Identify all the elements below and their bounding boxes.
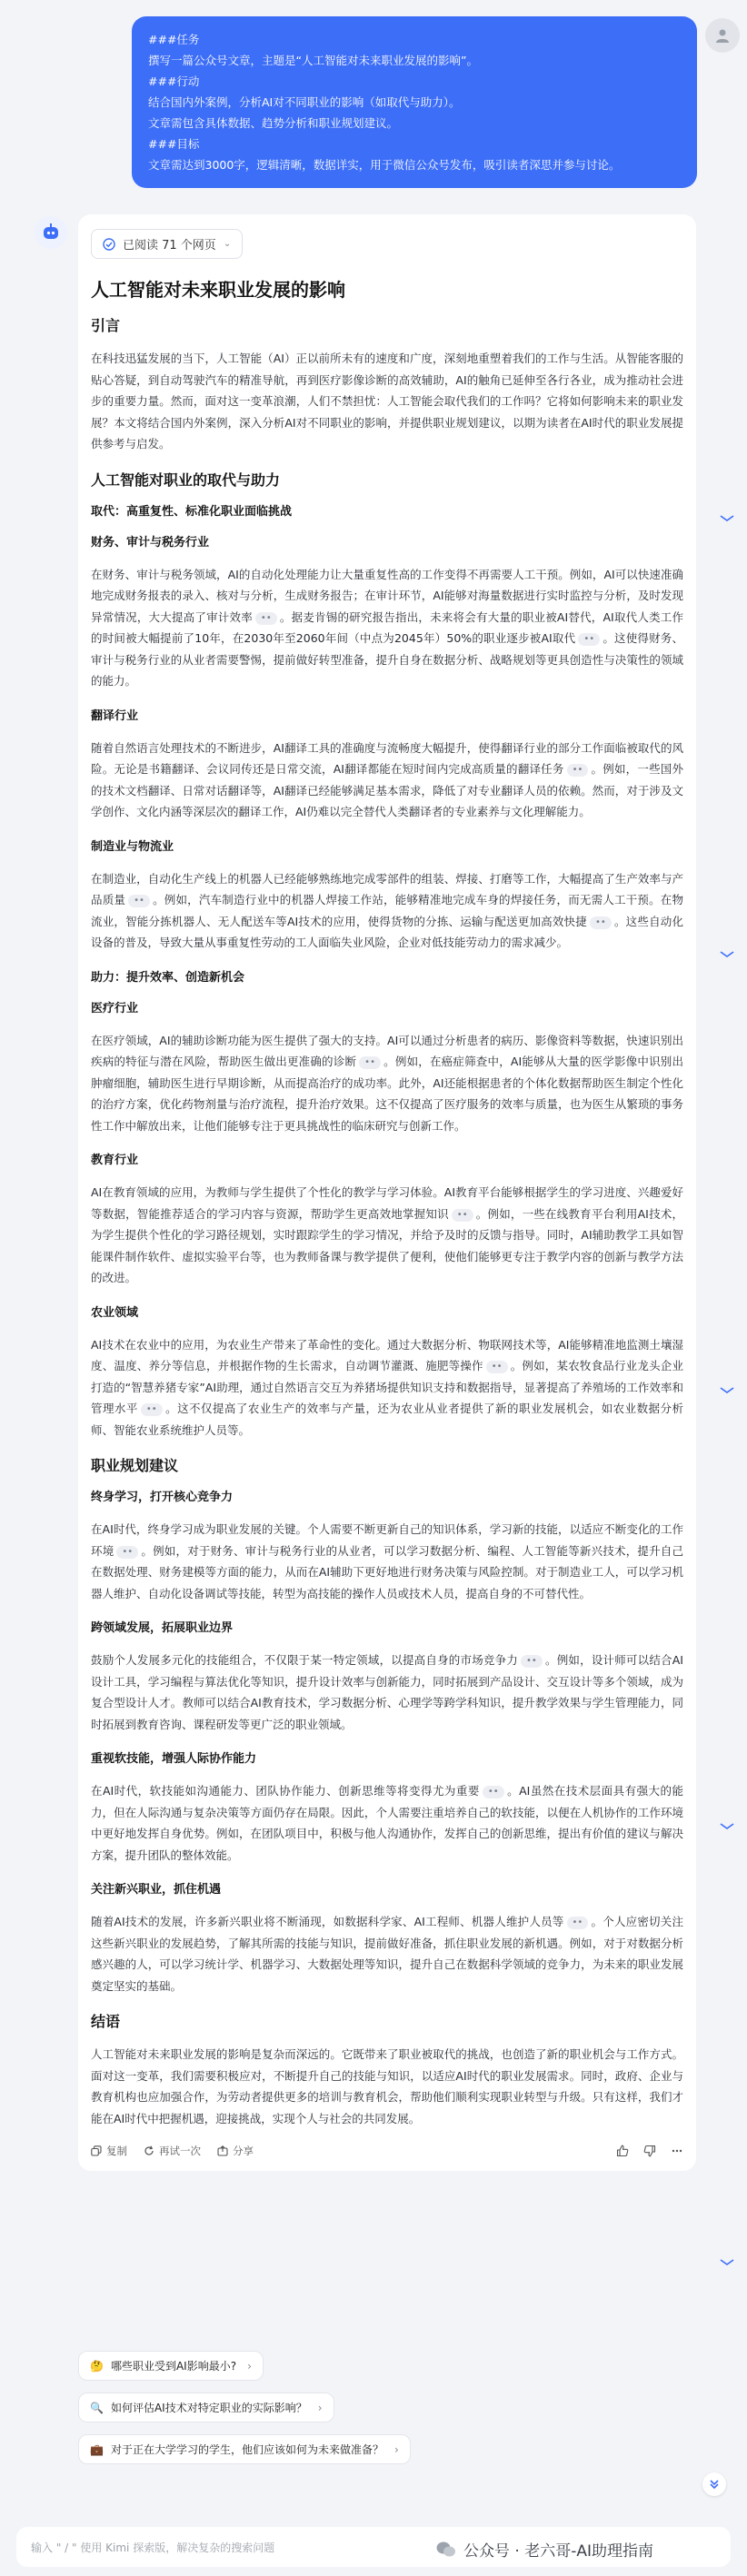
refresh-icon	[144, 2145, 154, 2156]
user-line: 结合国内外案例，分析AI对不同职业的影响（如取代与助力）。	[148, 95, 461, 109]
read-pages-label: 已阅读 71 个网页	[123, 239, 216, 253]
share-icon	[217, 2145, 228, 2156]
paragraph	[91, 738, 683, 823]
topic-heading: 翻译行业	[91, 708, 139, 723]
suggestion-text: 对于正在大学学习的学生，他们应该如何为未来做准备？	[110, 2443, 383, 2456]
article-content	[91, 277, 683, 2129]
text-run: 。例如，设计师可以结合AI设计工具，学习编程与算法优化等知识，提升设计效率与创新能力，同时拓展到产品设计、交互设计等多个领域，成为复合型设计人才。教师可以结合AI教育技术，学习数据分析、心理学等跨学科知识，提升教学效果与学生管理能力，同时拓展到教育咨询、课程研发等更广泛的职业领域。	[91, 1653, 683, 1731]
paragraph: 在科技迅猛发展的当下，人工智能（AI）正以前所未有的速度和广度，深刻地重塑着我们的工作与生活。从智能客服的贴心答疑，到自动驾驶汽车的精准导航，再到医疗影像诊断的高效辅助，AI的触角已延伸至各行各业，成为推动社会进步的重要力量。然而，面对这一变革浪潮，人们不禁担忧：人工智能会取代我们的工作吗？它将如何影响未来的职业发展？本文将结合国内外案例，深入分析AI对不同职业的影响，并提供职业规划建议，以期为读者在AI时代的职业发展提供参考与启发。	[91, 352, 683, 451]
copy-button[interactable]	[91, 2144, 127, 2158]
text-run: 。这些自动化设备的普及，导致大量从事重复性劳动的工人面临失业风险，企业对低技能劳动力的需求减少。	[91, 914, 683, 949]
paragraph	[91, 564, 683, 692]
retry-button[interactable]	[144, 2144, 201, 2158]
subsection-heading: 助力：提升效率、创造新机会	[91, 970, 245, 985]
user-line: ###目标	[148, 137, 200, 151]
text-run: AI在教育领域的应用，为教师与学生提供了个性化的教学与学习体验。AI教育平台能够根据学生的学习进度、兴趣爱好等数据，智能推荐适合的学习内容与资源，帮助学生更高效地掌握知识	[91, 1185, 683, 1221]
topic-heading: 教育行业	[91, 1154, 139, 1167]
text-run: 在制造业，自动化生产线上的机器人已经能够熟练地完成零部件的组装、焊接、打磨等工作，大幅提高了生产效率与产品质量	[91, 871, 683, 907]
paragraph: 人工智能对未来职业发展的影响是复杂而深远的。它既带来了职业被取代的挑战，也创造了新的职业机会与工作方式。面对这一变革，我们需要积极应对，不断提升自己的技能与知识，以适应AI时代的职业发展需求。同时，政府、企业与教育机构也应加强合作，为劳动者提供更多的培训与教育机会，帮助他们顺利实现职业转型与升级。只有这样，我们才能在AI时代中把握机遇，迎接挑战，实现个人与社会的共同发展。	[91, 2047, 683, 2125]
text-run: 在医疗领域，AI的辅助诊断功能为医生提供了强大的支持。AI可以通过分析患者的病历、影像资料等数据，快速识别出疾病的特征与潜在风险，帮助医生做出更准确的诊断	[91, 1033, 683, 1068]
check-circle-icon	[103, 238, 115, 251]
briefcase-emoji-icon: 💼	[90, 2442, 104, 2456]
section-heading: 人工智能对职业的取代与助力	[91, 471, 281, 489]
citation-badge[interactable]: ••	[578, 633, 600, 646]
double-chevron-down-icon	[708, 2478, 721, 2491]
text-run: 。例如，在癌症筛查中，AI能够从大量的医学影像中识别出肿瘤细胞，辅助医生进行早期诊断，从而提高治疗的成功率。此外，AI还能根据患者的个体化数据帮助医生制定个性化的治疗方案，优化药物剂量与治疗流程，提升治疗效果。这不仅提高了医疗服务的效率与质量，也为医生从繁琐的事务性工作中解放出来，让他们能够专注于更具挑战性的临床研究与创新工作。	[91, 1055, 683, 1133]
suggestion-chip[interactable]	[78, 2351, 264, 2381]
arrow-right-icon: ›	[317, 2401, 323, 2414]
topic-heading: 跨领域发展，拓展职业边界	[91, 1621, 234, 1635]
topic-heading: 终身学习，打开核心竞争力	[91, 1491, 234, 1504]
user-message	[132, 16, 697, 188]
assistant-answer	[78, 214, 696, 2171]
section-heading: 职业规划建议	[91, 1457, 179, 1474]
chevron-down-icon: ⌄	[223, 239, 232, 249]
suggestion-chip[interactable]	[78, 2393, 334, 2422]
text-run: 随着AI技术的发展，许多新兴职业将不断涌现，如数据科学家、AI工程师、机器人维护人员等	[91, 1915, 564, 1928]
scroll-to-bottom-button[interactable]	[702, 2472, 726, 2496]
text-run: 。例如，汽车制造行业中的机器人焊接工作站，能够精准地完成车身的焊接任务，而无需人工干预。在物流业，智能分拣机器人、无人配送车等AI技术的应用，使得货物的分拣、运输与配送更加高效快捷	[91, 893, 683, 928]
thinking-emoji-icon: 🤔	[90, 2359, 104, 2373]
section-heading: 引言	[91, 317, 121, 334]
citation-badge[interactable]: ••	[486, 1361, 508, 1373]
thumbs-up-icon[interactable]	[616, 2145, 629, 2157]
answer-actions	[91, 2144, 683, 2158]
robot-icon	[40, 222, 62, 243]
text-run: 。例如，一些在线教育平台利用AI技术，为学生提供个性化的学习路径规划，实时跟踪学生的学习情况，并给予及时的反馈与指导。同时，AI辅助教学工具如智能课件制作软件、虚拟实验平台等，也为教师备课与教学提供了便利，使他们能够更专注于教学内容的创新与教学方法的改进。	[91, 1206, 683, 1284]
citation-badge[interactable]: ••	[567, 1917, 589, 1929]
copy-icon	[91, 2145, 102, 2156]
subsection-heading: 取代：高重复性、标准化职业面临挑战	[91, 504, 293, 519]
rail-marker-icon[interactable]	[718, 949, 736, 960]
more-icon[interactable]	[671, 2145, 683, 2157]
rail-marker-icon[interactable]	[718, 2257, 736, 2268]
retry-label: 再试一次	[159, 2145, 201, 2157]
user-line: 文章需达到3000字，逻辑清晰，数据详实，用于微信公众号发布，吸引读者深思并参与讨论。	[148, 158, 621, 172]
citation-badge[interactable]: ••	[359, 1056, 381, 1069]
kimi-avatar	[35, 216, 67, 249]
text-run: 。例如，对于财务、审计与税务行业的从业者，可以学习数据分析、编程、人工智能等新兴技术，提升自己在数据处理、财务建模等方面的能力，从而在AI辅助下更好地进行财务决策与风险控制。对于制造业工人，可以学习机器人维护、自动化设备调试等技能，转型为高技能的操作人员或技术人员，提高自身的不可替代性。	[91, 1543, 683, 1600]
paragraph	[91, 1030, 683, 1137]
user-line: ###任务	[148, 33, 200, 46]
thumbs-down-icon[interactable]	[643, 2145, 656, 2157]
user-line: 撰写一篇公众号文章，主题是“人工智能对未来职业发展的影响”。	[148, 54, 478, 67]
text-run: 。个人应密切关注这些新兴职业的发展趋势，了解其所需的技能与知识，提前做好准备，抓住职业发展的新机遇。例如，对于对数据分析感兴趣的人，可以学习统计学、机器学习、大数据处理等知识，提升自己在数据科学领域的竞争力，为未来的职业发展奠定坚实的基础。	[91, 1915, 683, 1993]
topic-heading: 关注新兴职业，抓住机遇	[91, 1883, 222, 1897]
citation-badge[interactable]: ••	[483, 1786, 504, 1798]
citation-badge[interactable]: ••	[128, 895, 150, 907]
citation-badge[interactable]: ••	[590, 916, 612, 929]
suggestion-chip[interactable]	[78, 2434, 411, 2464]
arrow-right-icon: ›	[393, 2442, 399, 2456]
paragraph	[91, 1519, 683, 1604]
citation-badge[interactable]: ••	[567, 764, 589, 777]
user-bubble	[132, 16, 697, 188]
share-button[interactable]	[217, 2144, 254, 2158]
paragraph	[91, 1334, 683, 1442]
text-run: 。据麦肯锡的研究报告指出，未来将会有大量的职业被AI替代，AI取代人类工作的时间被大幅提前了10年，在2030年至2060年间（中点为2045年）50%的职业逐步被AI取代	[91, 609, 683, 645]
suggestion-text: 哪些职业受到AI影响最小?	[110, 2360, 237, 2373]
citation-badge[interactable]: ••	[116, 1546, 138, 1559]
wechat-watermark	[436, 2538, 653, 2561]
topic-heading: 医疗行业	[91, 1001, 139, 1016]
read-pages-chip[interactable]	[91, 229, 243, 259]
paragraph	[91, 1911, 683, 1996]
user-line: ###行动	[148, 74, 200, 88]
magnifier-emoji-icon: 🔍	[90, 2401, 104, 2414]
arrow-right-icon: ›	[247, 2359, 252, 2373]
rail-marker-icon[interactable]	[718, 1821, 736, 1832]
text-run: 在AI时代，软技能如沟通能力、团队协作能力、创新思维等将变得尤为重要	[91, 1784, 480, 1798]
text-run: AI技术在农业中的应用，为农业生产带来了革命性的变化。通过大数据分析、物联网技术等，AI能够精准地监测土壤湿度、温度、养分等信息，并根据作物的生长需求，自动调节灌溉、施肥等操作	[91, 1337, 683, 1372]
topic-heading: 制造业与物流业	[91, 839, 174, 854]
text-run: 随着自然语言处理技术的不断进步，AI翻译工具的准确度与流畅度大幅提升，使得翻译行业的部分工作面临被取代的风险。无论是书籍翻译、会议同传还是日常交流，AI翻译都能在短时间内完成高质量的翻译任务	[91, 740, 683, 776]
paragraph	[91, 1780, 683, 1866]
text-run: 在AI时代，终身学习成为职业发展的关键。个人需要不断更新自己的知识体系，学习新的技能，以适应不断变化的工作环境	[91, 1522, 683, 1558]
text-run: 鼓励个人发展多元化的技能组合，不仅限于某一特定领域，以提高自身的市场竞争力	[91, 1653, 519, 1667]
input-placeholder: 输入 " / " 使用 Kimi 探索版，解决复杂的搜索问题	[31, 2541, 275, 2554]
user-avatar[interactable]	[705, 18, 740, 53]
topic-heading: 农业领域	[91, 1305, 139, 1320]
user-line: 文章需包含具体数据、趋势分析和职业规划建议。	[148, 116, 399, 130]
paragraph	[91, 1182, 683, 1289]
topic-heading: 财务、审计与税务行业	[91, 535, 210, 550]
rail-marker-icon[interactable]	[718, 1385, 736, 1396]
article-title: 人工智能对未来职业发展的影响	[91, 279, 345, 301]
share-label: 分享	[233, 2145, 254, 2157]
user-icon	[713, 26, 732, 45]
text-run: 。这不仅提高了农业生产的效率与产量，还为农业从业者提供了新的职业发展机会，如农业数据分析师、智能农业系统维护人员等。	[91, 1402, 683, 1437]
rail-marker-icon[interactable]	[718, 513, 736, 524]
text-run: 。AI虽然在技术层面具有强大的能力，但在人际沟通与复杂决策等方面仍存在局限。因此，个人需要注重培养自己的软技能，以便在人机协作的工作环境中更好地发挥自身优势。例如，在团队项目中，积极与他人沟通协作，发挥自己的创新思维，提出有价值的建议与解决方案，提升团队的整体效能。	[91, 1784, 683, 1862]
citation-badge[interactable]: ••	[141, 1403, 163, 1416]
text-run: 在财务、审计与税务领域，AI的自动化处理能力让大量重复性高的工作变得不再需要人工干预。例如，AI可以快速准确地完成财务报表的录入、核对与分析，生成财务报告；在审计环节，AI能够对海量数据进行实时监控与分析，及时发现异常情况，大大提高了审计效率	[91, 567, 683, 624]
copy-label: 复制	[106, 2145, 127, 2157]
topic-heading: 重视软技能，增强人际协作能力	[91, 1752, 257, 1766]
suggestion-text: 如何评估AI技术对特定职业的实际影响？	[110, 2402, 307, 2414]
section-heading: 结语	[91, 2013, 121, 2030]
citation-badge[interactable]: ••	[255, 612, 277, 625]
watermark-text: 公众号 · 老六哥-AI助理指南	[463, 2542, 653, 2561]
citation-badge[interactable]: ••	[521, 1655, 543, 1668]
text-run: 。例如，一些国外的技术文档翻译、日常对话翻译等，AI翻译已经能够满足基本需求，降低了对专业翻译人员的依赖。然而，对于涉及文学创作、文化内涵等深层次的翻译工作，AI仍难以完全替代人类翻译者的专业素养与文化理解能力。	[91, 762, 683, 818]
paragraph	[91, 868, 683, 954]
feedback-group	[616, 2145, 683, 2157]
text-run: 。例如，某农牧食品行业龙头企业打造的“智慧养猪专家”AI助理，通过自然语言交互为养猪场提供知识支持和数据指导，显著提高了养殖场的工作效率和管理水平	[91, 1359, 683, 1415]
paragraph	[91, 1650, 683, 1735]
text-run: 。这使得财务、审计与税务行业的从业者需要警惕，提前做好转型准备，提升自身在数据分析、战略规划等更具创造性与决策性的领域的能力。	[91, 631, 683, 688]
citation-badge[interactable]: ••	[452, 1209, 473, 1222]
wechat-icon	[436, 2541, 456, 2559]
